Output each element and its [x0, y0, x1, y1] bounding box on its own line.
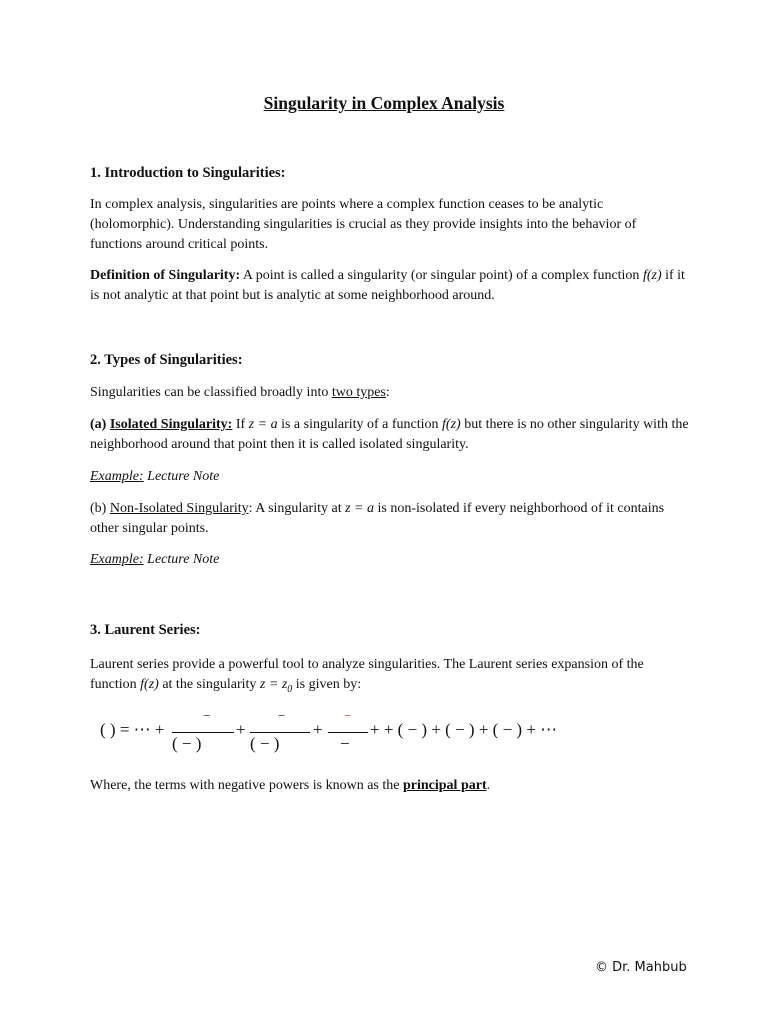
- example-2-label: Example:: [90, 552, 144, 567]
- principal-text-c: .: [486, 778, 491, 793]
- term1-denominator: ( − ): [172, 734, 202, 753]
- definition-text-b: if it is not analytic at that point but is analytic at some neighborhood around.: [90, 268, 685, 303]
- term3-fraction-bar: [328, 732, 368, 733]
- definition-fz: f(z): [642, 268, 662, 283]
- example-1-text: Lecture Note: [143, 469, 220, 484]
- example-2-text: Lecture Note: [143, 552, 220, 567]
- term2-numerator: −: [278, 708, 286, 723]
- laurent-text-a: Laurent series provide a powerful tool to analyze singularities. The Laurent series expansion of the function: [90, 657, 644, 692]
- laurent-z0-sub: 0: [287, 683, 293, 695]
- equation-rest: + + ( − ) + ( − ) + ( − ) + ⋯: [370, 720, 558, 739]
- intro-text: Singularities can be classified broadly into: [90, 385, 332, 400]
- definition-label: Definition of Singularity:: [90, 268, 241, 283]
- equation-lhs: ( ) = ⋯ +: [100, 720, 165, 739]
- principal-text-a: Where, the terms with negative powers is known as the: [90, 778, 403, 793]
- laurent-fz: f(z): [140, 677, 159, 692]
- item-a-label: (a): [90, 417, 110, 432]
- page-title: Singularity in Complex Analysis: [263, 93, 505, 113]
- laurent-text-c: is given by:: [292, 677, 362, 692]
- example-1-label: Example:: [90, 469, 144, 484]
- section-3-paragraph: [90, 655, 690, 700]
- non-isolated-singularity-paragraph: [90, 499, 690, 539]
- principal-part-paragraph: [90, 776, 690, 796]
- non-isolated-singularity-term: Non-Isolated Singularity: [109, 501, 249, 516]
- a-text-1: If: [232, 417, 249, 432]
- laurent-text-b: at the singularity: [158, 677, 260, 692]
- copyright-footer: © Dr. Mahbub: [595, 960, 687, 975]
- example-1: [90, 467, 690, 487]
- a-fz: f(z): [442, 417, 461, 432]
- term1-fraction-bar: [172, 732, 234, 733]
- laurent-series-equation: [100, 708, 700, 762]
- equation-plus-1: +: [236, 720, 246, 739]
- term2-fraction-bar: [250, 732, 310, 733]
- section-2-heading: 2. Types of Singularities:: [90, 352, 243, 368]
- b-text-1: : A singularity at: [248, 501, 346, 516]
- isolated-singularity-paragraph: [90, 415, 690, 455]
- a-z-eq: z = a: [248, 417, 278, 432]
- term1-numerator: −: [203, 708, 211, 723]
- term2-denominator: ( − ): [250, 734, 280, 753]
- section-1-paragraph: In complex analysis, singularities are points where a complex function ceases to be analytic (holomorphic). Understanding singularities is crucial as they provide insights into the behavior of functions around critical points.: [90, 197, 637, 252]
- laurent-z0: z = z: [259, 677, 288, 692]
- term3-numerator: −: [344, 708, 352, 723]
- term3-denominator: −: [340, 734, 350, 753]
- two-types-link: two types: [331, 385, 386, 400]
- intro-colon: :: [385, 385, 390, 400]
- item-b-label: (b): [90, 501, 110, 516]
- a-text-3: but there is no other singularity with the neighborhood around that point then it is called isolated singularity.: [90, 417, 689, 452]
- definition-paragraph: [90, 266, 690, 306]
- example-2: [90, 550, 690, 570]
- principal-part-term: principal part: [402, 778, 487, 793]
- equation-plus-2: +: [313, 720, 323, 739]
- definition-text-a: A point is called a singularity (or singular point) of a complex function: [240, 268, 643, 283]
- section-1-heading: 1. Introduction to Singularities:: [90, 165, 286, 181]
- b-z-eq: z = a: [345, 501, 374, 516]
- b-text-2: is non-isolated if every neighborhood of it contains other singular points.: [90, 501, 665, 536]
- a-text-2: is a singularity of a function: [277, 417, 443, 432]
- section-3-heading: 3. Laurent Series:: [90, 622, 201, 638]
- isolated-singularity-term: Isolated Singularity:: [109, 417, 233, 432]
- section-2-intro: [90, 383, 690, 403]
